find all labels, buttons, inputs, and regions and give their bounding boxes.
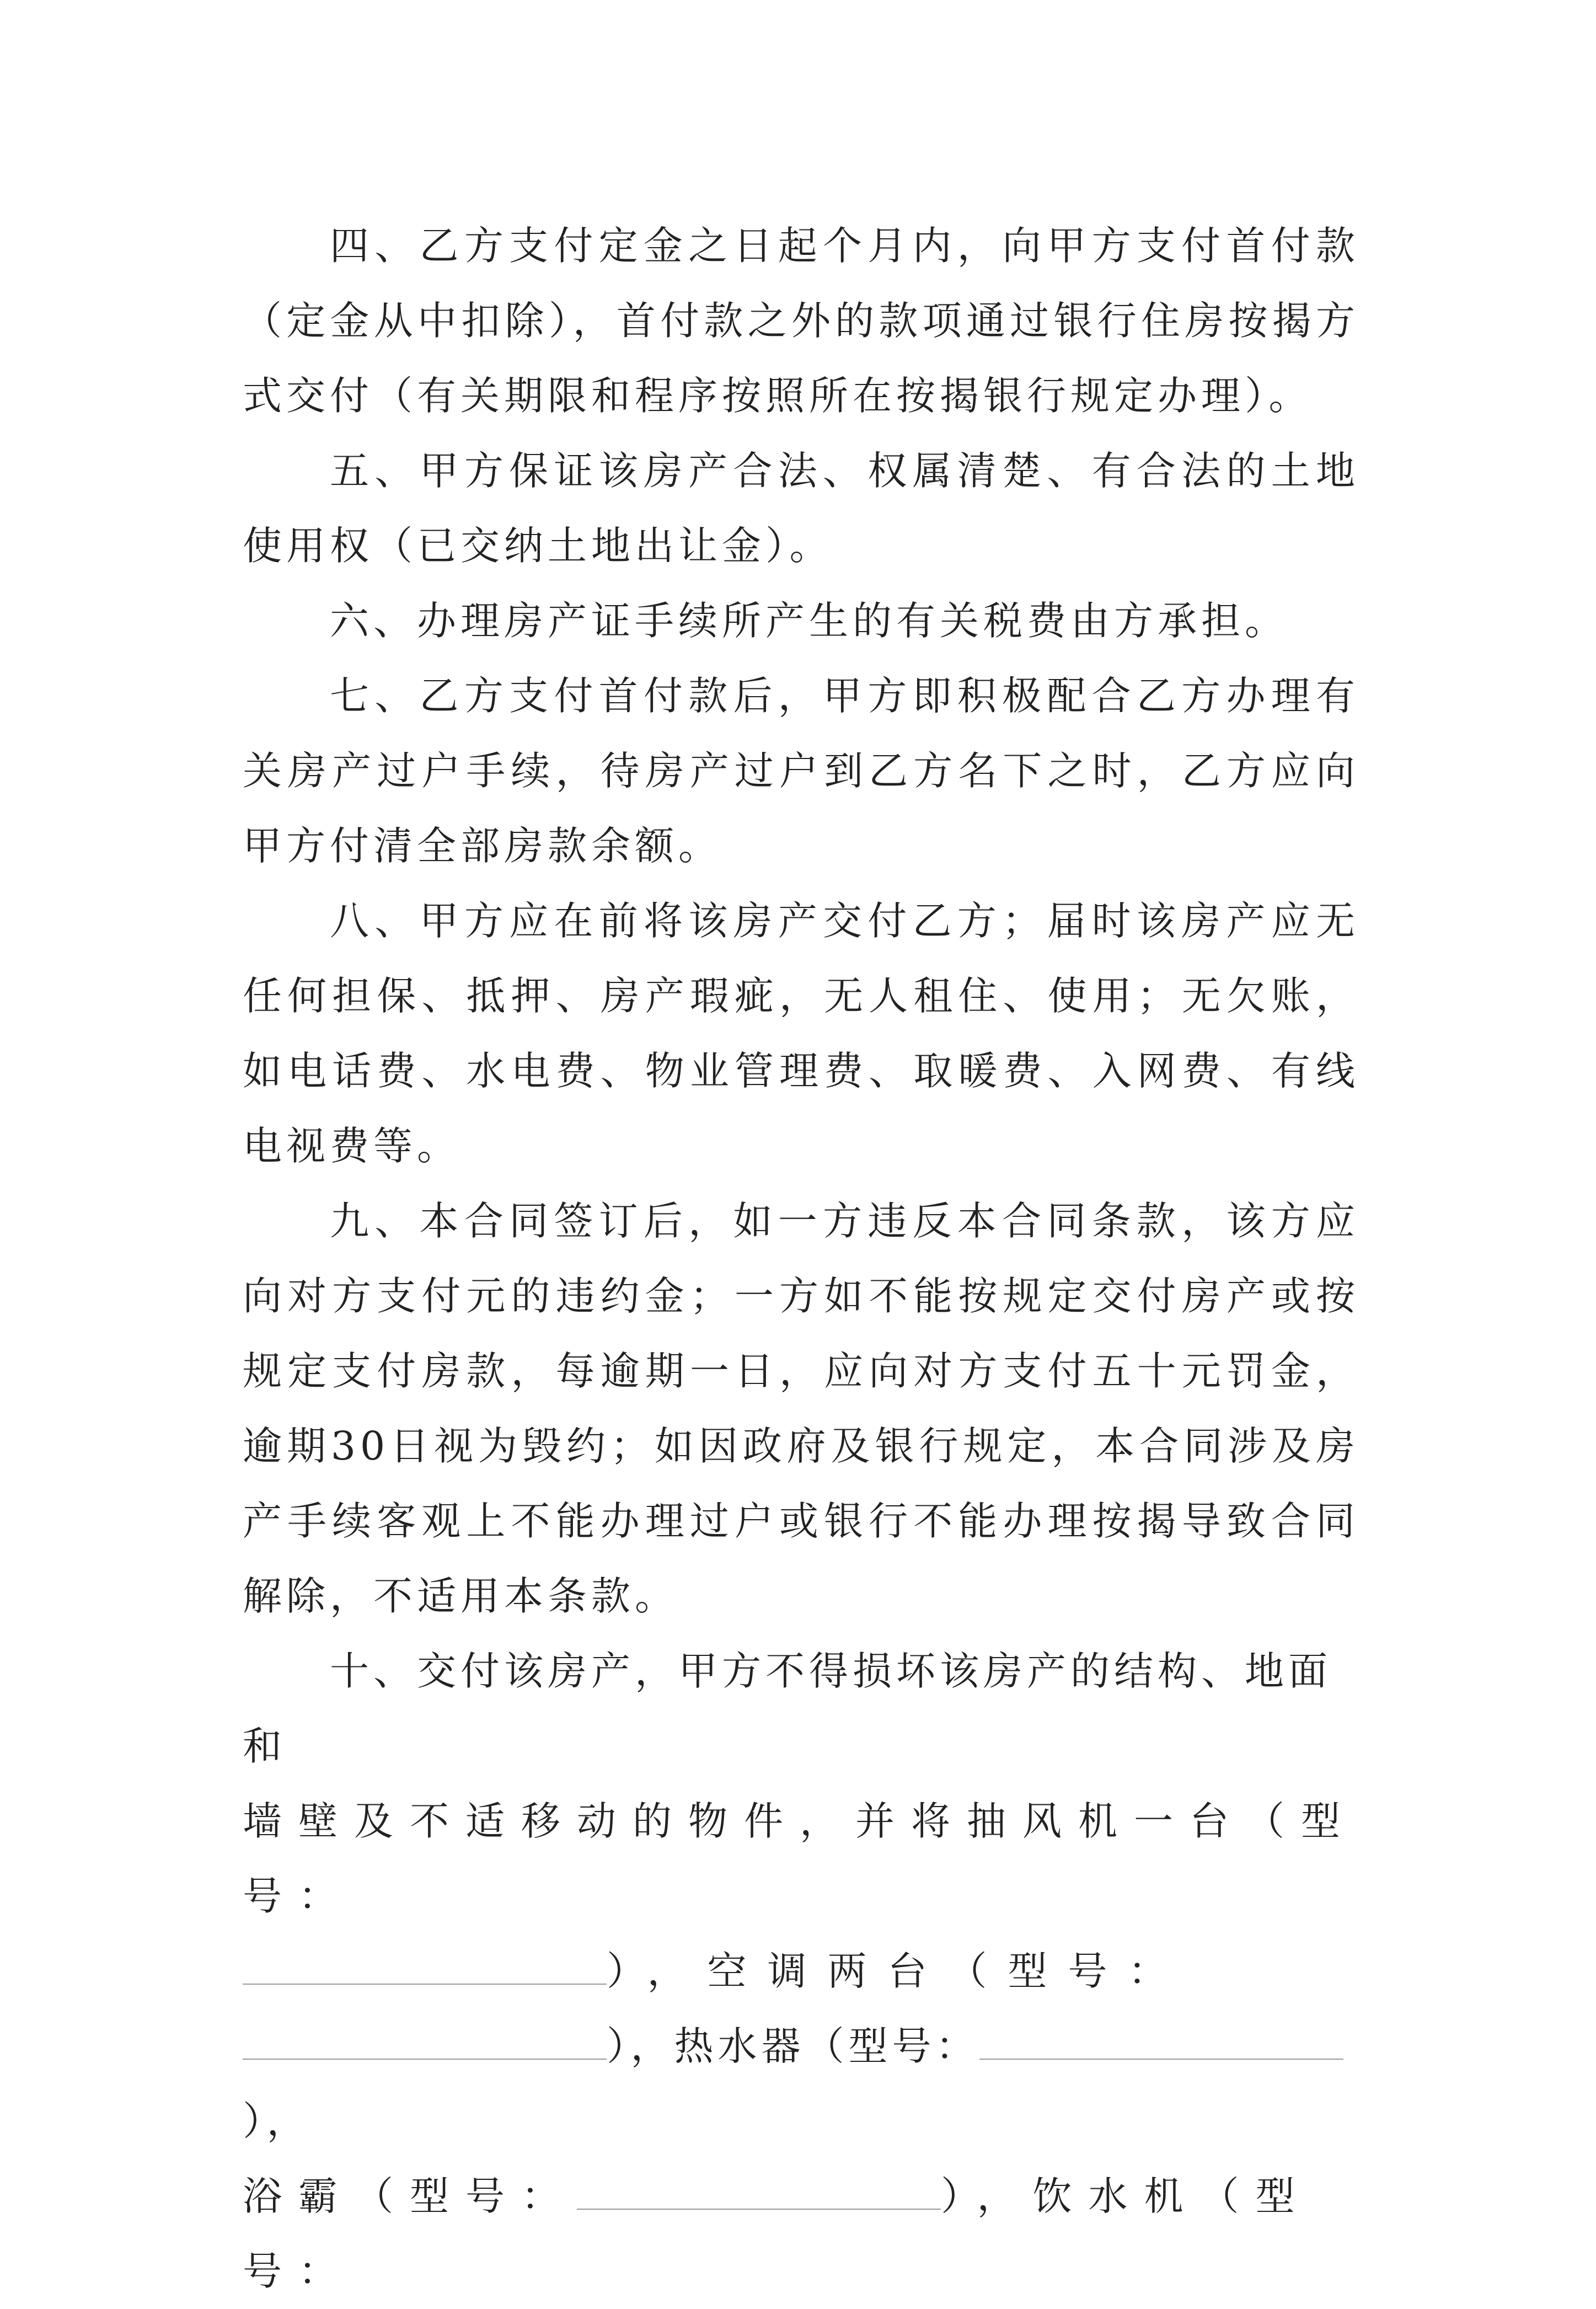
clause-6: 六、办理房产证手续所产生的有关税费由方承担。 <box>330 598 1289 644</box>
clause-10-line-2: 墙壁及不适移动的物件，并将抽风机一台（型号： <box>243 1798 1357 1919</box>
clause-10-text-close: ）， <box>243 2098 310 2144</box>
clause-10-text-water-dispenser: ），饮水机（型号： <box>243 2173 1311 2294</box>
clause-7: 七、乙方支付首付款后，甲方即积极配合乙方办理有关房产过户手续，待房产过户到乙方名下之时，乙方应向甲方付清全部房款余额。 <box>243 673 1359 869</box>
air-conditioner-model-blank[interactable] <box>243 2027 607 2060</box>
clause-9: 九、本合同签订后，如一方违反本合同条款，该方应向对方支付元的违约金；一方如不能按规定交付房产或按规定支付房款，每逾期一日，应向对方支付五十元罚金，逾期30日视为毁约；如因政府及银行规定，本合同涉及房产手续客观上不能办理过户或银行不能办理按揭导致合同解除，不适用本条款。 <box>243 1198 1359 1619</box>
clause-8: 八、甲方应在前将该房产交付乙方；届时该房产应无任何担保、抵押、房产瑕疵，无人租住、使用；无欠账，如电话费、水电费、物业管理费、取暖费、入网费、有线电视费等。 <box>243 898 1359 1169</box>
clause-10-line-3 <box>243 1934 1359 2009</box>
clause-10-text-bath-heater: 浴霸（型号： <box>243 2173 577 2219</box>
clause-10-text-ac: ），空调两台（型号： <box>607 1948 1188 1994</box>
exhaust-fan-model-blank[interactable] <box>243 1952 607 1985</box>
clause-10-line-4 <box>243 2009 1359 2159</box>
clause-10-text-heater: ），热水器（型号： <box>607 2023 979 2069</box>
clause-5: 五、甲方保证该房产合法、权属清楚、有合法的土地使用权（已交纳土地出让金）。 <box>243 448 1359 569</box>
clause-10-line-1: 十、交付该房产，甲方不得损坏该房产的结构、地面和 <box>243 1648 1332 1769</box>
clause-10-line-5 <box>243 2159 1359 2309</box>
bath-heater-model-blank[interactable] <box>577 2177 941 2210</box>
water-heater-model-blank[interactable] <box>979 2027 1343 2060</box>
contract-body <box>243 209 1359 2309</box>
clause-4: 四、乙方支付定金之日起个月内，向甲方支付首付款（定金从中扣除），首付款之外的款项通过银行住房按揭方式交付（有关期限和程序按照所在按揭银行规定办理）。 <box>243 223 1359 419</box>
clause-10 <box>243 1634 1359 2309</box>
